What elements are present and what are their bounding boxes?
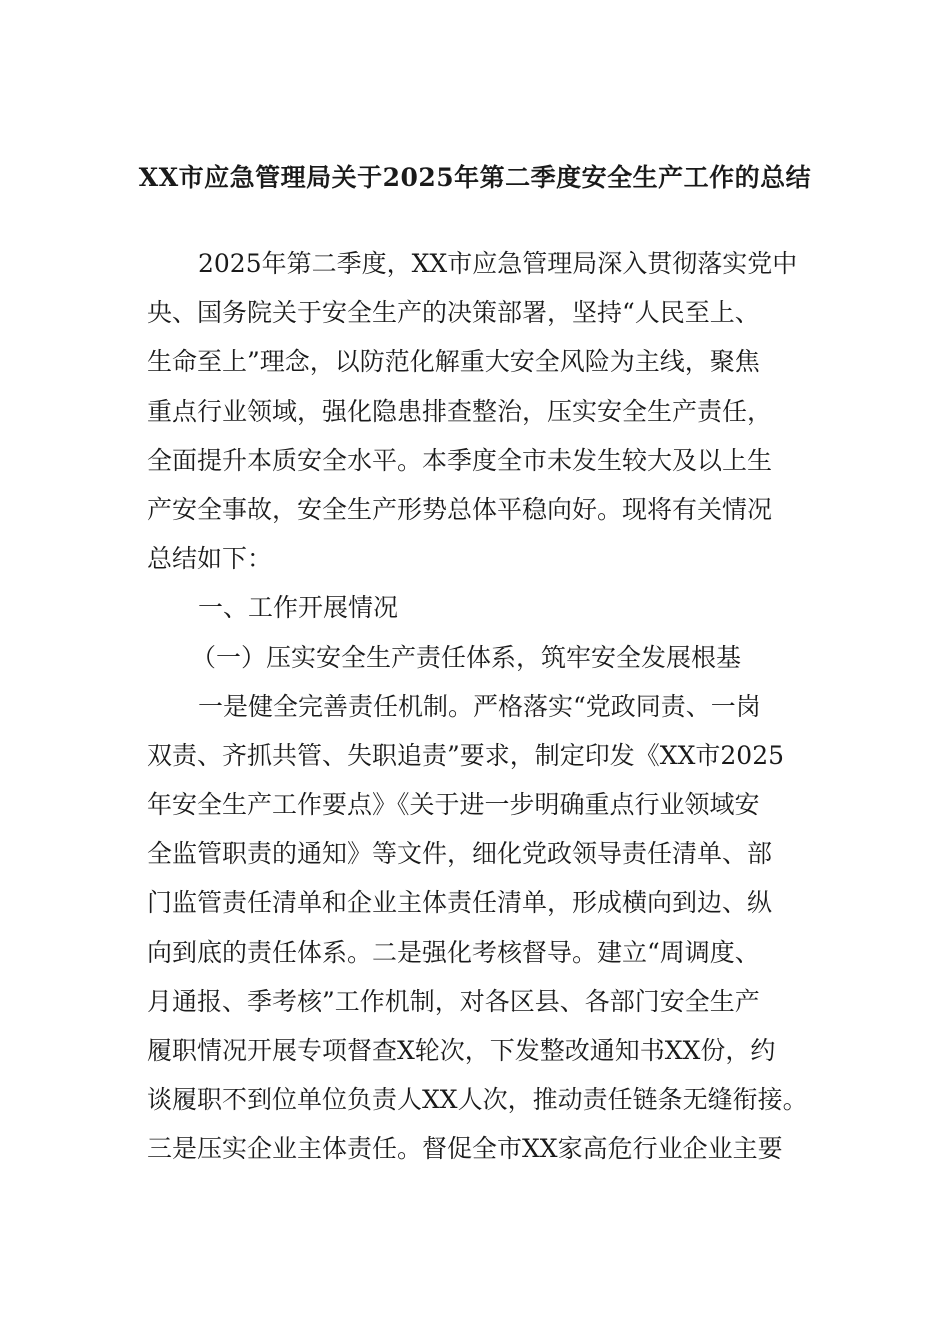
paragraph-line: 月通报、季考核”工作机制，对各区县、各部门安全生产 bbox=[147, 986, 760, 1016]
paragraph-line: 一是健全完善责任机制。严格落实“党政同责、一岗 bbox=[198, 691, 761, 721]
paragraph-line: 履职情况开展专项督查X轮次，下发整改通知书XX份，约 bbox=[147, 1036, 776, 1065]
paragraph-line: 双责、齐抓共管、失职追责”要求，制定印发《XX市2025 bbox=[147, 740, 785, 770]
paragraph-line: 2025年第二季度，XX市应急管理局深入贯彻落实党中 bbox=[198, 249, 798, 278]
section-heading: 一、工作开展情况 bbox=[198, 593, 399, 623]
paragraph-line: 产安全事故，安全生产形势总体平稳向好。现将有关情况 bbox=[147, 494, 773, 524]
paragraph-line: 总结如下： bbox=[147, 544, 273, 574]
paragraph-line: 年安全生产工作要点》《关于进一步明确重点行业领域安 bbox=[147, 790, 760, 820]
paragraph-line: 全监管职责的通知》等文件，细化党政领导责任清单、部 bbox=[147, 839, 773, 869]
paragraph-line: 全面提升本质安全水平。本季度全市未发生较大及以上生 bbox=[147, 445, 773, 475]
paragraph-line: 重点行业领域，强化隐患排查整治，压实安全生产责任， bbox=[147, 396, 773, 426]
paragraph-line: 向到底的责任体系。二是强化考核督导。建立“周调度、 bbox=[147, 937, 760, 967]
paragraph-line: 门监管责任清单和企业主体责任清单，形成横向到边、纵 bbox=[147, 888, 773, 918]
paragraph-line: 谈履职不到位单位负责人XX人次，推动责任链条无缝衔接。 bbox=[147, 1085, 808, 1115]
document-body bbox=[147, 239, 807, 1174]
paragraph-line: 生命至上”理念，以防范化解重大安全风险为主线，聚焦 bbox=[147, 347, 760, 377]
subsection-heading: （一）压实安全生产责任体系，筑牢安全发展根基 bbox=[191, 642, 742, 672]
paragraph-line: 三是压实企业主体责任。督促全市XX家高危行业企业主要 bbox=[147, 1134, 783, 1164]
paragraph-line: 央、国务院关于安全生产的决策部署，坚持“人民至上、 bbox=[147, 298, 760, 328]
document-title: XX市应急管理局关于2025年第二季度安全生产工作的总结 bbox=[138, 163, 812, 192]
